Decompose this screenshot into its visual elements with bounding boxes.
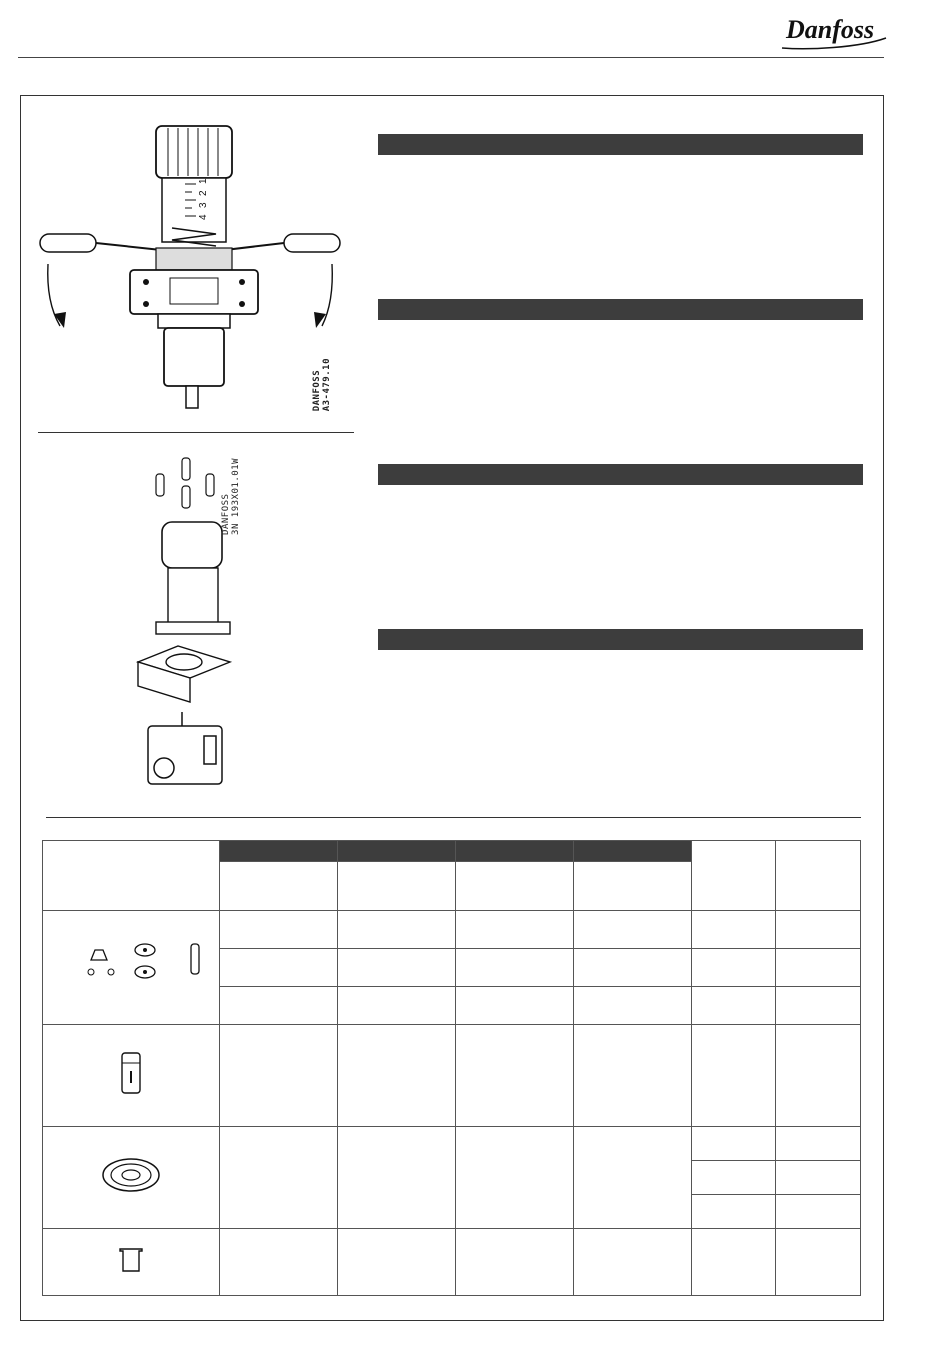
part-icon-cell [43,1229,220,1296]
sub-header [574,862,692,911]
column-header [220,841,338,862]
table-row [43,1127,861,1161]
column-header [574,841,692,862]
column-header [456,841,574,862]
part-icon-cell [43,911,220,1025]
spare-parts-table [42,840,861,1296]
section-bar-4 [378,629,863,650]
danfoss-logo [778,8,890,52]
valve-body-icon [148,712,222,784]
adjustment-unit-icon [156,522,230,634]
sub-header [338,862,456,911]
section-bar-2 [378,299,863,320]
table-row [43,1025,861,1127]
section-bar-3 [378,464,863,485]
bracket-icon [138,646,230,702]
valve-adjustment-illustration [30,112,350,422]
drawing-code: DANFOSS A3-479.10 [312,358,332,412]
knob-icon [156,126,232,178]
scale-number: 1 [198,178,209,184]
logo-text: Danfoss [786,15,875,44]
screws-icon [156,458,214,508]
gasket-kit-icon [61,940,201,990]
table-header-corner [43,841,220,911]
divider [38,432,354,433]
cap-icon [117,1245,145,1275]
drawing-code: DANFOSS 3N 193X01.01W [221,458,241,535]
table-row [43,911,861,949]
diaphragm-icon [101,1155,161,1195]
divider [46,817,861,818]
section-bar-1 [378,134,863,155]
scale-number: 2 [198,190,209,196]
scale-number: 4 [198,214,209,220]
sub-header [220,862,338,911]
table-row [43,1229,861,1296]
scale-number: 3 [198,202,209,208]
part-icon-cell [43,1127,220,1229]
header-rule [18,57,884,58]
column-header [338,841,456,862]
part-icon-cell [43,1025,220,1127]
cartridge-icon [119,1049,143,1097]
sub-header [456,862,574,911]
column-header [692,841,776,911]
column-header [776,841,861,911]
